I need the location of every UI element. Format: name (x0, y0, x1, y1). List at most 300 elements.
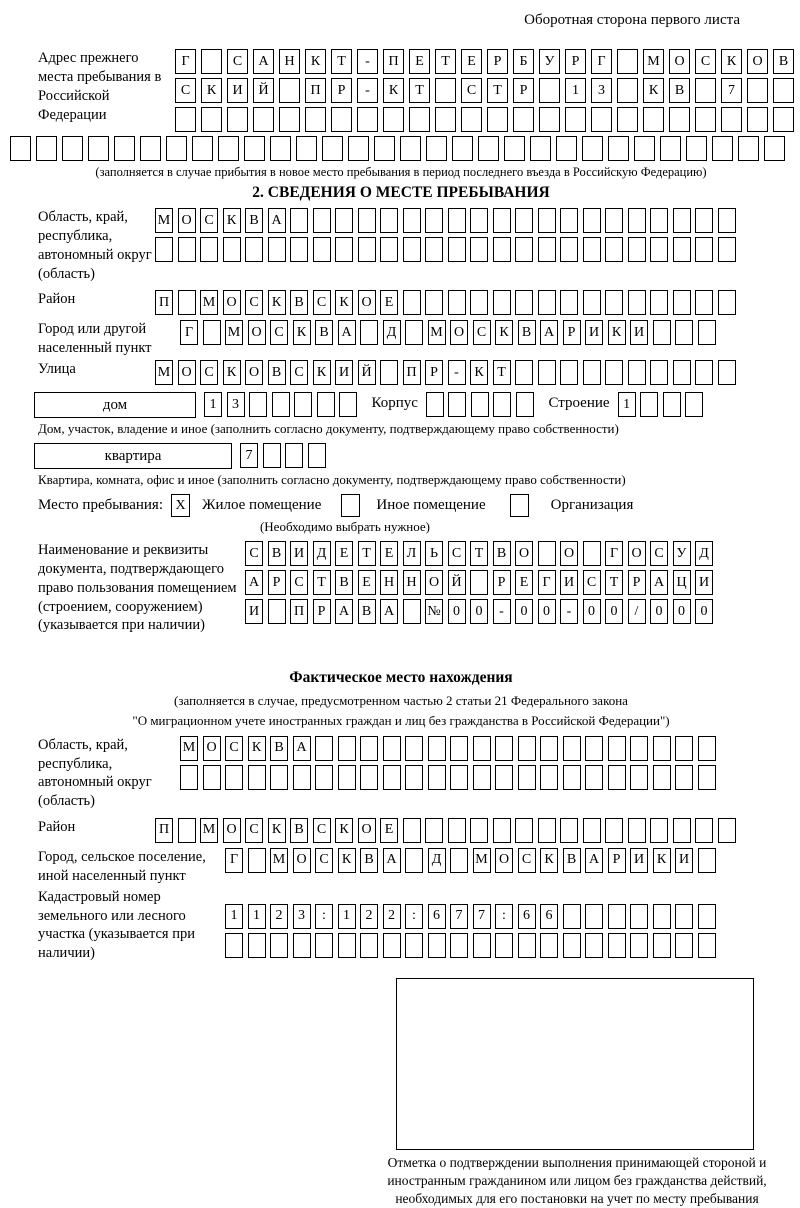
char-box[interactable]: С (448, 541, 466, 566)
char-box[interactable] (583, 541, 601, 566)
char-box[interactable] (712, 136, 733, 161)
char-box[interactable] (315, 933, 333, 958)
char-box[interactable]: У (673, 541, 691, 566)
char-box[interactable]: Р (565, 49, 586, 74)
char-box[interactable] (764, 136, 785, 161)
char-box[interactable] (628, 237, 646, 262)
char-box[interactable] (650, 360, 668, 385)
char-box[interactable]: О (178, 208, 196, 233)
char-box[interactable] (660, 136, 681, 161)
char-box[interactable] (718, 290, 736, 315)
char-box[interactable] (628, 818, 646, 843)
char-box[interactable]: Й (448, 570, 466, 595)
char-box[interactable] (88, 136, 109, 161)
char-box[interactable] (313, 208, 331, 233)
char-box[interactable] (673, 208, 691, 233)
char-box[interactable] (540, 765, 558, 790)
char-box[interactable] (36, 136, 57, 161)
char-box[interactable]: Й (253, 78, 274, 103)
char-box[interactable]: П (305, 78, 326, 103)
char-box[interactable]: - (357, 49, 378, 74)
char-box[interactable]: 1 (248, 904, 266, 929)
char-box[interactable] (452, 136, 473, 161)
char-box[interactable]: К (268, 818, 286, 843)
char-box[interactable] (650, 818, 668, 843)
char-box[interactable] (218, 136, 239, 161)
char-box[interactable] (673, 360, 691, 385)
char-box[interactable]: Л (403, 541, 421, 566)
char-box[interactable] (675, 933, 693, 958)
char-box[interactable]: С (473, 320, 491, 345)
char-box[interactable] (317, 392, 335, 417)
char-box[interactable]: 2 (383, 904, 401, 929)
char-box[interactable] (650, 237, 668, 262)
char-box[interactable]: О (358, 818, 376, 843)
char-box[interactable]: : (315, 904, 333, 929)
char-box[interactable]: А (380, 599, 398, 624)
char-box[interactable] (718, 208, 736, 233)
char-box[interactable] (155, 237, 173, 262)
char-box[interactable] (248, 933, 266, 958)
char-box[interactable] (296, 136, 317, 161)
char-box[interactable]: С (290, 570, 308, 595)
checkbox-other-premise[interactable] (341, 494, 360, 517)
char-box[interactable] (695, 290, 713, 315)
char-box[interactable] (380, 237, 398, 262)
char-box[interactable]: П (155, 818, 173, 843)
char-box[interactable] (583, 290, 601, 315)
char-box[interactable]: Е (380, 818, 398, 843)
char-box[interactable] (448, 237, 466, 262)
char-box[interactable] (293, 765, 311, 790)
char-box[interactable]: 6 (428, 904, 446, 929)
char-box[interactable]: О (245, 360, 263, 385)
char-box[interactable]: П (155, 290, 173, 315)
char-box[interactable]: 6 (518, 904, 536, 929)
char-box[interactable] (695, 237, 713, 262)
char-box[interactable]: В (773, 49, 794, 74)
char-box[interactable] (538, 360, 556, 385)
char-box[interactable]: Р (608, 848, 626, 873)
char-box[interactable]: Ц (673, 570, 691, 595)
char-box[interactable] (272, 392, 290, 417)
char-box[interactable]: Т (487, 78, 508, 103)
char-box[interactable] (471, 392, 489, 417)
char-box[interactable]: В (290, 290, 308, 315)
char-box[interactable] (518, 933, 536, 958)
char-box[interactable] (617, 49, 638, 74)
char-box[interactable] (698, 320, 716, 345)
char-box[interactable]: 6 (540, 904, 558, 929)
char-box[interactable] (515, 208, 533, 233)
char-box[interactable]: Д (428, 848, 446, 873)
char-box[interactable] (473, 765, 491, 790)
char-box[interactable] (563, 736, 581, 761)
char-box[interactable] (403, 818, 421, 843)
char-box[interactable]: К (495, 320, 513, 345)
char-box[interactable] (227, 107, 248, 132)
char-box[interactable] (425, 237, 443, 262)
char-box[interactable] (634, 136, 655, 161)
char-box[interactable] (515, 290, 533, 315)
char-box[interactable]: Т (409, 78, 430, 103)
char-box[interactable] (747, 78, 768, 103)
char-box[interactable]: Г (175, 49, 196, 74)
char-box[interactable] (698, 933, 716, 958)
char-box[interactable] (403, 208, 421, 233)
char-box[interactable] (513, 107, 534, 132)
char-box[interactable]: : (405, 904, 423, 929)
char-box[interactable]: 3 (293, 904, 311, 929)
char-box[interactable]: Р (268, 570, 286, 595)
char-box[interactable] (178, 237, 196, 262)
char-box[interactable]: С (650, 541, 668, 566)
char-box[interactable]: В (335, 570, 353, 595)
char-box[interactable] (175, 107, 196, 132)
char-box[interactable]: 3 (591, 78, 612, 103)
char-box[interactable] (279, 107, 300, 132)
char-box[interactable]: - (560, 599, 578, 624)
char-box[interactable] (308, 443, 326, 468)
char-box[interactable]: 1 (204, 392, 222, 417)
char-box[interactable]: О (248, 320, 266, 345)
char-box[interactable]: Г (180, 320, 198, 345)
char-box[interactable]: 0 (650, 599, 668, 624)
char-box[interactable]: 2 (270, 904, 288, 929)
char-box[interactable]: Д (695, 541, 713, 566)
char-box[interactable] (673, 290, 691, 315)
char-box[interactable] (383, 107, 404, 132)
char-box[interactable] (583, 208, 601, 233)
char-box[interactable] (448, 818, 466, 843)
char-box[interactable] (653, 765, 671, 790)
char-box[interactable] (653, 320, 671, 345)
char-box[interactable]: К (470, 360, 488, 385)
char-box[interactable] (338, 736, 356, 761)
char-box[interactable] (383, 933, 401, 958)
char-box[interactable]: Е (409, 49, 430, 74)
char-box[interactable]: К (305, 49, 326, 74)
char-box[interactable]: 0 (515, 599, 533, 624)
char-box[interactable] (608, 904, 626, 929)
char-box[interactable] (518, 765, 536, 790)
char-box[interactable]: Р (563, 320, 581, 345)
char-box[interactable]: К (338, 848, 356, 873)
char-box[interactable] (747, 107, 768, 132)
char-box[interactable]: М (270, 848, 288, 873)
char-box[interactable]: С (518, 848, 536, 873)
char-box[interactable]: О (628, 541, 646, 566)
char-box[interactable] (315, 765, 333, 790)
char-box[interactable] (495, 736, 513, 761)
char-box[interactable] (685, 392, 703, 417)
char-box[interactable] (669, 107, 690, 132)
char-box[interactable]: Т (493, 360, 511, 385)
char-box[interactable] (374, 136, 395, 161)
char-box[interactable] (249, 392, 267, 417)
char-box[interactable] (338, 933, 356, 958)
char-box[interactable]: И (560, 570, 578, 595)
char-box[interactable] (178, 818, 196, 843)
char-box[interactable]: И (630, 848, 648, 873)
char-box[interactable]: Е (515, 570, 533, 595)
char-box[interactable]: О (515, 541, 533, 566)
char-box[interactable]: Р (331, 78, 352, 103)
char-box[interactable]: 1 (338, 904, 356, 929)
char-box[interactable] (675, 736, 693, 761)
char-box[interactable] (294, 392, 312, 417)
char-box[interactable]: А (650, 570, 668, 595)
char-box[interactable] (348, 136, 369, 161)
char-box[interactable] (313, 237, 331, 262)
char-box[interactable] (473, 933, 491, 958)
char-box[interactable]: Й (358, 360, 376, 385)
char-box[interactable]: М (200, 818, 218, 843)
char-box[interactable]: О (178, 360, 196, 385)
char-box[interactable]: В (270, 736, 288, 761)
char-box[interactable] (493, 818, 511, 843)
char-box[interactable] (650, 290, 668, 315)
char-box[interactable] (515, 818, 533, 843)
char-box[interactable]: В (245, 208, 263, 233)
char-box[interactable] (487, 107, 508, 132)
char-box[interactable] (673, 237, 691, 262)
char-box[interactable]: Ь (425, 541, 443, 566)
char-box[interactable] (630, 736, 648, 761)
char-box[interactable] (383, 765, 401, 790)
char-box[interactable] (493, 237, 511, 262)
char-box[interactable] (403, 599, 421, 624)
char-box[interactable] (428, 736, 446, 761)
char-box[interactable]: Г (225, 848, 243, 873)
char-box[interactable]: К (313, 360, 331, 385)
char-box[interactable] (428, 765, 446, 790)
char-box[interactable]: Д (313, 541, 331, 566)
char-box[interactable]: Р (493, 570, 511, 595)
char-box[interactable] (608, 736, 626, 761)
char-box[interactable] (270, 933, 288, 958)
char-box[interactable] (556, 136, 577, 161)
char-box[interactable]: С (313, 818, 331, 843)
char-box[interactable]: 7 (473, 904, 491, 929)
char-box[interactable] (718, 818, 736, 843)
char-box[interactable]: И (245, 599, 263, 624)
char-box[interactable]: С (245, 290, 263, 315)
char-box[interactable]: К (335, 818, 353, 843)
char-box[interactable]: О (560, 541, 578, 566)
char-box[interactable] (178, 290, 196, 315)
char-box[interactable] (426, 392, 444, 417)
char-box[interactable] (470, 570, 488, 595)
char-box[interactable] (409, 107, 430, 132)
char-box[interactable]: С (313, 290, 331, 315)
char-box[interactable]: С (290, 360, 308, 385)
char-box[interactable]: С (200, 208, 218, 233)
char-box[interactable] (515, 360, 533, 385)
char-box[interactable] (605, 818, 623, 843)
char-box[interactable] (448, 290, 466, 315)
char-box[interactable] (140, 136, 161, 161)
char-box[interactable] (180, 765, 198, 790)
char-box[interactable] (405, 933, 423, 958)
char-box[interactable] (673, 818, 691, 843)
char-box[interactable]: 0 (470, 599, 488, 624)
char-box[interactable] (357, 107, 378, 132)
char-box[interactable]: И (585, 320, 603, 345)
char-box[interactable] (504, 136, 525, 161)
char-box[interactable] (203, 320, 221, 345)
char-box[interactable] (583, 237, 601, 262)
char-box[interactable] (630, 765, 648, 790)
char-box[interactable]: А (335, 599, 353, 624)
char-box[interactable]: 1 (618, 392, 636, 417)
char-box[interactable] (263, 443, 281, 468)
char-box[interactable] (695, 107, 716, 132)
char-box[interactable] (617, 78, 638, 103)
char-box[interactable] (315, 736, 333, 761)
char-box[interactable] (201, 107, 222, 132)
char-box[interactable] (428, 933, 446, 958)
char-box[interactable] (290, 208, 308, 233)
char-box[interactable] (290, 237, 308, 262)
char-box[interactable] (450, 848, 468, 873)
char-box[interactable]: М (200, 290, 218, 315)
char-box[interactable]: С (200, 360, 218, 385)
char-box[interactable]: 0 (605, 599, 623, 624)
char-box[interactable]: М (155, 360, 173, 385)
char-box[interactable]: М (180, 736, 198, 761)
char-box[interactable]: - (448, 360, 466, 385)
char-box[interactable] (435, 78, 456, 103)
char-box[interactable] (698, 736, 716, 761)
char-box[interactable] (244, 136, 265, 161)
char-box[interactable] (448, 392, 466, 417)
char-box[interactable] (518, 736, 536, 761)
char-box[interactable] (403, 237, 421, 262)
char-box[interactable] (698, 904, 716, 929)
char-box[interactable]: В (268, 541, 286, 566)
char-box[interactable] (643, 107, 664, 132)
char-box[interactable]: Г (605, 541, 623, 566)
char-box[interactable]: - (493, 599, 511, 624)
char-box[interactable] (582, 136, 603, 161)
char-box[interactable]: В (493, 541, 511, 566)
char-box[interactable] (380, 208, 398, 233)
char-box[interactable] (248, 848, 266, 873)
char-box[interactable]: В (360, 848, 378, 873)
char-box[interactable] (305, 107, 326, 132)
char-box[interactable]: Т (435, 49, 456, 74)
char-box[interactable]: И (335, 360, 353, 385)
char-box[interactable]: К (201, 78, 222, 103)
char-box[interactable]: В (358, 599, 376, 624)
char-box[interactable]: Б (513, 49, 534, 74)
char-box[interactable] (450, 765, 468, 790)
char-box[interactable]: Д (383, 320, 401, 345)
char-box[interactable] (450, 933, 468, 958)
char-box[interactable] (403, 290, 421, 315)
char-box[interactable] (360, 320, 378, 345)
char-box[interactable] (630, 933, 648, 958)
char-box[interactable] (62, 136, 83, 161)
char-box[interactable] (425, 818, 443, 843)
char-box[interactable] (738, 136, 759, 161)
char-box[interactable] (225, 933, 243, 958)
char-box[interactable] (380, 360, 398, 385)
char-box[interactable]: В (669, 78, 690, 103)
char-box[interactable] (495, 933, 513, 958)
char-box[interactable] (473, 736, 491, 761)
char-box[interactable] (425, 208, 443, 233)
char-box[interactable] (675, 320, 693, 345)
char-box[interactable]: 0 (695, 599, 713, 624)
char-box[interactable] (360, 736, 378, 761)
char-box[interactable] (279, 78, 300, 103)
char-box[interactable] (360, 765, 378, 790)
char-box[interactable] (200, 237, 218, 262)
char-box[interactable] (538, 541, 556, 566)
char-box[interactable]: 7 (450, 904, 468, 929)
char-box[interactable] (653, 904, 671, 929)
char-box[interactable]: К (223, 208, 241, 233)
char-box[interactable]: Н (403, 570, 421, 595)
char-box[interactable] (538, 237, 556, 262)
char-box[interactable]: В (268, 360, 286, 385)
char-box[interactable]: П (383, 49, 404, 74)
char-box[interactable]: Г (538, 570, 556, 595)
char-box[interactable] (608, 765, 626, 790)
char-box[interactable]: М (643, 49, 664, 74)
char-box[interactable]: И (290, 541, 308, 566)
char-box[interactable] (335, 237, 353, 262)
char-box[interactable] (628, 360, 646, 385)
char-box[interactable] (628, 208, 646, 233)
char-box[interactable]: Н (279, 49, 300, 74)
char-box[interactable] (585, 933, 603, 958)
char-box[interactable] (493, 208, 511, 233)
char-box[interactable] (383, 736, 401, 761)
char-box[interactable]: Е (380, 290, 398, 315)
char-box[interactable]: 0 (673, 599, 691, 624)
char-box[interactable]: К (721, 49, 742, 74)
char-box[interactable]: К (223, 360, 241, 385)
char-box[interactable] (470, 290, 488, 315)
char-box[interactable] (539, 107, 560, 132)
char-box[interactable]: / (628, 599, 646, 624)
char-box[interactable]: О (223, 818, 241, 843)
char-box[interactable]: И (695, 570, 713, 595)
char-box[interactable]: С (227, 49, 248, 74)
char-box[interactable]: Е (380, 541, 398, 566)
char-box[interactable]: В (518, 320, 536, 345)
char-box[interactable]: Р (313, 599, 331, 624)
char-box[interactable] (585, 765, 603, 790)
char-box[interactable]: Р (513, 78, 534, 103)
char-box[interactable]: О (358, 290, 376, 315)
char-box[interactable]: В (290, 818, 308, 843)
char-box[interactable]: 7 (240, 443, 258, 468)
char-box[interactable] (605, 208, 623, 233)
char-box[interactable]: С (175, 78, 196, 103)
checkbox-organization[interactable] (510, 494, 529, 517)
char-box[interactable] (223, 237, 241, 262)
char-box[interactable] (605, 360, 623, 385)
char-box[interactable]: К (383, 78, 404, 103)
char-box[interactable] (695, 78, 716, 103)
char-box[interactable] (285, 443, 303, 468)
char-box[interactable] (695, 818, 713, 843)
char-box[interactable] (405, 848, 423, 873)
